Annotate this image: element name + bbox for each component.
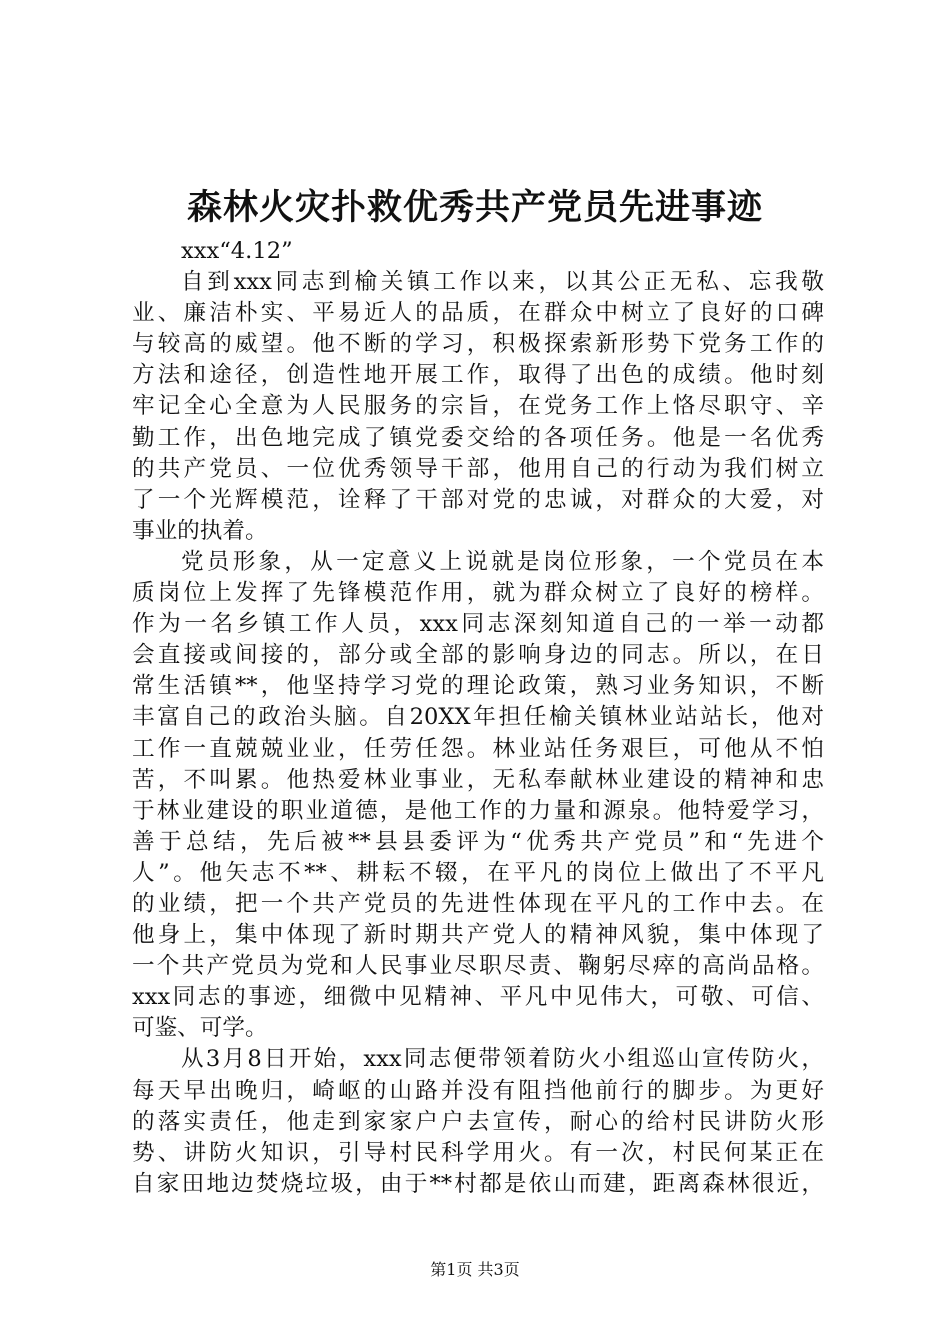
paragraph-line: 常生活镇**，他坚持学习党的理论政策，熟习业务知识，不断 bbox=[132, 673, 824, 700]
paragraph-line: 工作一直兢兢业业，任劳任怨。林业站任务艰巨，可他从不怕 bbox=[132, 735, 824, 762]
subtitle-line: xxx“4.12” bbox=[181, 238, 293, 264]
paragraph-line: 势、讲防火知识，引导村民科学用火。有一次，村民何某正在 bbox=[132, 1139, 824, 1166]
paragraph-line: 苦，不叫累。他热爱林业事业，无私奉献林业建设的精神和忠 bbox=[132, 766, 824, 793]
document-title: 森林火灾扑救优秀共产党员先进事迹 bbox=[186, 187, 763, 228]
document-body bbox=[132, 236, 824, 1200]
paragraph-line: 一个共产党员为党和人民事业尽职尽责、鞠躬尽瘁的高尚品格。 bbox=[132, 953, 824, 980]
paragraph-line: 方法和途径，创造性地开展工作，取得了出色的成绩。他时刻 bbox=[132, 362, 824, 389]
paragraph-line: 了一个光辉模范，诠释了干部对党的忠诚，对群众的大爱，对 bbox=[132, 486, 824, 513]
paragraph-line: 会直接或间接的，部分或全部的影响身边的同志。所以，在日 bbox=[132, 642, 824, 669]
paragraph-line: 的业绩，把一个共产党员的先进性体现在平凡的工作中去。在 bbox=[132, 890, 824, 917]
paragraph-line: 他身上，集中体现了新时期共产党人的精神风貌，集中体现了 bbox=[132, 922, 824, 949]
paragraph-line: 作为一名乡镇工作人员，xxx同志深刻知道自己的一举一动都 bbox=[132, 611, 824, 638]
paragraph-line: 牢记全心全意为人民服务的宗旨，在党务工作上恪尽职守、辛 bbox=[132, 393, 824, 420]
paragraph-line: 可鉴、可学。 bbox=[132, 1015, 268, 1042]
paragraph-line: 事业的执着。 bbox=[132, 517, 268, 544]
paragraph-line: 善于总结，先后被**县县委评为“优秀共产党员”和“先进个 bbox=[132, 828, 824, 855]
paragraph-line: 从3月8日开始，xxx同志便带领着防火小组巡山宣传防火， bbox=[181, 1046, 824, 1073]
paragraph-line: 自家田地边焚烧垃圾，由于**村都是依山而建，距离森林很近， bbox=[132, 1170, 824, 1197]
paragraph-line: 的共产党员、一位优秀领导干部，他用自己的行动为我们树立 bbox=[132, 455, 824, 482]
paragraph-line: 勤工作，出色地完成了镇党委交给的各项任务。他是一名优秀 bbox=[132, 424, 824, 451]
paragraph-line: 业、廉洁朴实、平易近人的品质，在群众中树立了良好的口碑 bbox=[132, 300, 824, 327]
paragraph-line: 党员形象，从一定意义上说就是岗位形象，一个党员在本 bbox=[181, 548, 824, 575]
paragraph-line: 丰富自己的政治头脑。自20XX年担任榆关镇林业站站长，他对 bbox=[132, 704, 824, 731]
paragraph-line: 质岗位上发挥了先锋模范作用，就为群众树立了良好的榜样。 bbox=[132, 580, 824, 607]
paragraph-line: 自到xxx同志到榆关镇工作以来，以其公正无私、忘我敬 bbox=[181, 269, 824, 296]
page-footer: 第1页 共3页 bbox=[430, 1260, 520, 1279]
paragraph-line: 的落实责任，他走到家家户户去宣传，耐心的给村民讲防火形 bbox=[132, 1108, 824, 1135]
paragraph-line: 人”。他矢志不**、耕耘不辍，在平凡的岗位上做出了不平凡 bbox=[132, 859, 824, 886]
paragraph-line: xxx同志的事迹，细微中见精神、平凡中见伟大，可敬、可信、 bbox=[132, 984, 824, 1011]
paragraph-line: 每天早出晚归，崎岖的山路并没有阻挡他前行的脚步。为更好 bbox=[132, 1077, 824, 1104]
paragraph-line: 与较高的威望。他不断的学习，积极探索新形势下党务工作的 bbox=[132, 331, 824, 358]
paragraph-line: 于林业建设的职业道德，是他工作的力量和源泉。他特爱学习， bbox=[132, 797, 824, 824]
